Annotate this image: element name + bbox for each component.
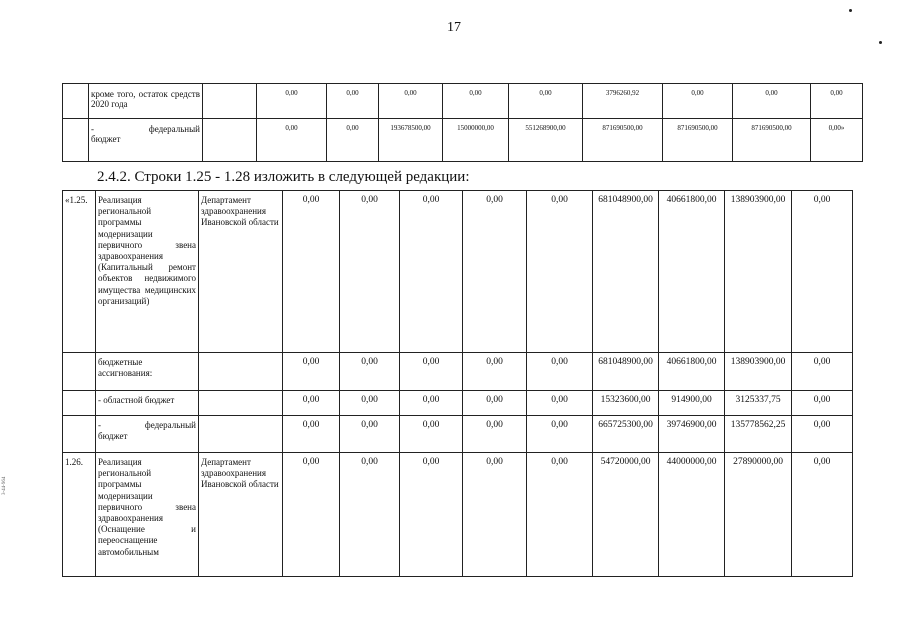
- value-cell: 40661800,00: [659, 191, 725, 353]
- value-cell: 0,00: [527, 453, 593, 577]
- value-cell: 0,00: [527, 416, 593, 453]
- row-number-cell: [63, 84, 89, 119]
- value-cell: 0,00: [340, 416, 400, 453]
- value-cell: 914900,00: [659, 391, 725, 416]
- value-cell: 0,00: [463, 416, 527, 453]
- value-cell: 39746900,00: [659, 416, 725, 453]
- value-cell: 681048900,00: [593, 353, 659, 391]
- value-cell: 0,00: [811, 84, 863, 119]
- value-cell: 0,00: [283, 416, 340, 453]
- value-cell: 0,00: [792, 416, 853, 453]
- value-cell: 0,00: [792, 191, 853, 353]
- value-cell: 0,00: [509, 84, 583, 119]
- value-cell: 54720000,00: [593, 453, 659, 577]
- table-row: [63, 391, 853, 416]
- value-cell: 0,00: [527, 353, 593, 391]
- value-cell: 0,00: [527, 391, 593, 416]
- value-cell: 0,00: [527, 191, 593, 353]
- value-cell: 15323600,00: [593, 391, 659, 416]
- value-cell: 0,00: [400, 391, 463, 416]
- table-row: [63, 191, 853, 353]
- section-heading: 2.4.2. Строки 1.25 - 1.28 изложить в следующей редакции:: [97, 169, 470, 185]
- value-cell: 138903900,00: [725, 191, 792, 353]
- value-cell: 0,00: [283, 453, 340, 577]
- row-name: Реализация региональной программы модернизации первичного звена здравоохранения (Оснащение и переоснащение автомобильным: [96, 453, 199, 577]
- value-cell: 0,00: [283, 191, 340, 353]
- value-cell: 135778562,25: [725, 416, 792, 453]
- table-row: [63, 119, 863, 162]
- main-table: [62, 190, 853, 577]
- value-cell: 551268900,00: [509, 119, 583, 162]
- row-label: кроме того, остаток средств 2020 года: [89, 84, 203, 119]
- value-cell: 871690500,00: [583, 119, 663, 162]
- executor-cell: [199, 391, 283, 416]
- value-cell: 0,00: [257, 119, 327, 162]
- row-number-cell: [63, 353, 96, 391]
- table-row: [63, 353, 853, 391]
- value-cell: 871690500,00: [663, 119, 733, 162]
- value-cell: 0,00: [792, 391, 853, 416]
- value-cell: 15000000,00: [443, 119, 509, 162]
- executor-cell: [203, 84, 257, 119]
- value-cell: 193678500,00: [379, 119, 443, 162]
- value-cell: 0,00: [463, 191, 527, 353]
- value-cell: 0,00: [340, 391, 400, 416]
- side-mark: 3-44-964: [2, 476, 7, 495]
- table-row: [63, 416, 853, 453]
- table-row: [63, 453, 853, 577]
- value-cell: 665725300,00: [593, 416, 659, 453]
- executor-cell: [199, 353, 283, 391]
- executor-cell: Департамент здравоохранения Ивановской области: [199, 453, 283, 577]
- row-number-cell: «1.25.: [63, 191, 96, 353]
- value-cell: 0,00: [463, 353, 527, 391]
- value-cell: 0,00: [340, 353, 400, 391]
- row-number-cell: [63, 416, 96, 453]
- row-number-cell: [63, 391, 96, 416]
- executor-cell: Департамент здравоохранения Ивановской области: [199, 191, 283, 353]
- executor-cell: [203, 119, 257, 162]
- value-cell: 0,00: [792, 353, 853, 391]
- value-cell: 27890000,00: [725, 453, 792, 577]
- scan-speck: [849, 9, 852, 12]
- value-cell: 0,00: [340, 191, 400, 353]
- value-cell: 0,00»: [811, 119, 863, 162]
- value-cell: 0,00: [463, 453, 527, 577]
- value-cell: 0,00: [257, 84, 327, 119]
- value-cell: 0,00: [443, 84, 509, 119]
- value-cell: 871690500,00: [733, 119, 811, 162]
- value-cell: 0,00: [792, 453, 853, 577]
- value-cell: 3125337,75: [725, 391, 792, 416]
- value-cell: 0,00: [400, 191, 463, 353]
- value-cell: 0,00: [400, 353, 463, 391]
- row-number-cell: [63, 119, 89, 162]
- value-cell: 0,00: [400, 453, 463, 577]
- value-cell: 0,00: [733, 84, 811, 119]
- value-cell: 0,00: [327, 119, 379, 162]
- value-cell: 0,00: [463, 391, 527, 416]
- value-cell: 0,00: [663, 84, 733, 119]
- value-cell: 0,00: [379, 84, 443, 119]
- row-name: - федеральный бюджет: [96, 416, 199, 453]
- value-cell: 3796260,92: [583, 84, 663, 119]
- row-name: Реализация региональной программы модернизации первичного звена здравоохранения (Капитальный ремонт объектов недвижимого имущества медицинских организаций): [96, 191, 199, 353]
- value-cell: 0,00: [327, 84, 379, 119]
- continued-table: [62, 83, 863, 162]
- value-cell: 0,00: [340, 453, 400, 577]
- value-cell: 0,00: [283, 391, 340, 416]
- row-number-cell: 1.26.: [63, 453, 96, 577]
- value-cell: 44000000,00: [659, 453, 725, 577]
- row-name: бюджетные ассигнования:: [96, 353, 199, 391]
- row-label: - федеральный бюджет: [89, 119, 203, 162]
- executor-cell: [199, 416, 283, 453]
- value-cell: 0,00: [400, 416, 463, 453]
- table-row: [63, 84, 863, 119]
- scan-speck: [879, 41, 882, 44]
- value-cell: 681048900,00: [593, 191, 659, 353]
- row-name: - областной бюджет: [96, 391, 199, 416]
- page-number: 17: [447, 20, 461, 35]
- value-cell: 138903900,00: [725, 353, 792, 391]
- value-cell: 0,00: [283, 353, 340, 391]
- value-cell: 40661800,00: [659, 353, 725, 391]
